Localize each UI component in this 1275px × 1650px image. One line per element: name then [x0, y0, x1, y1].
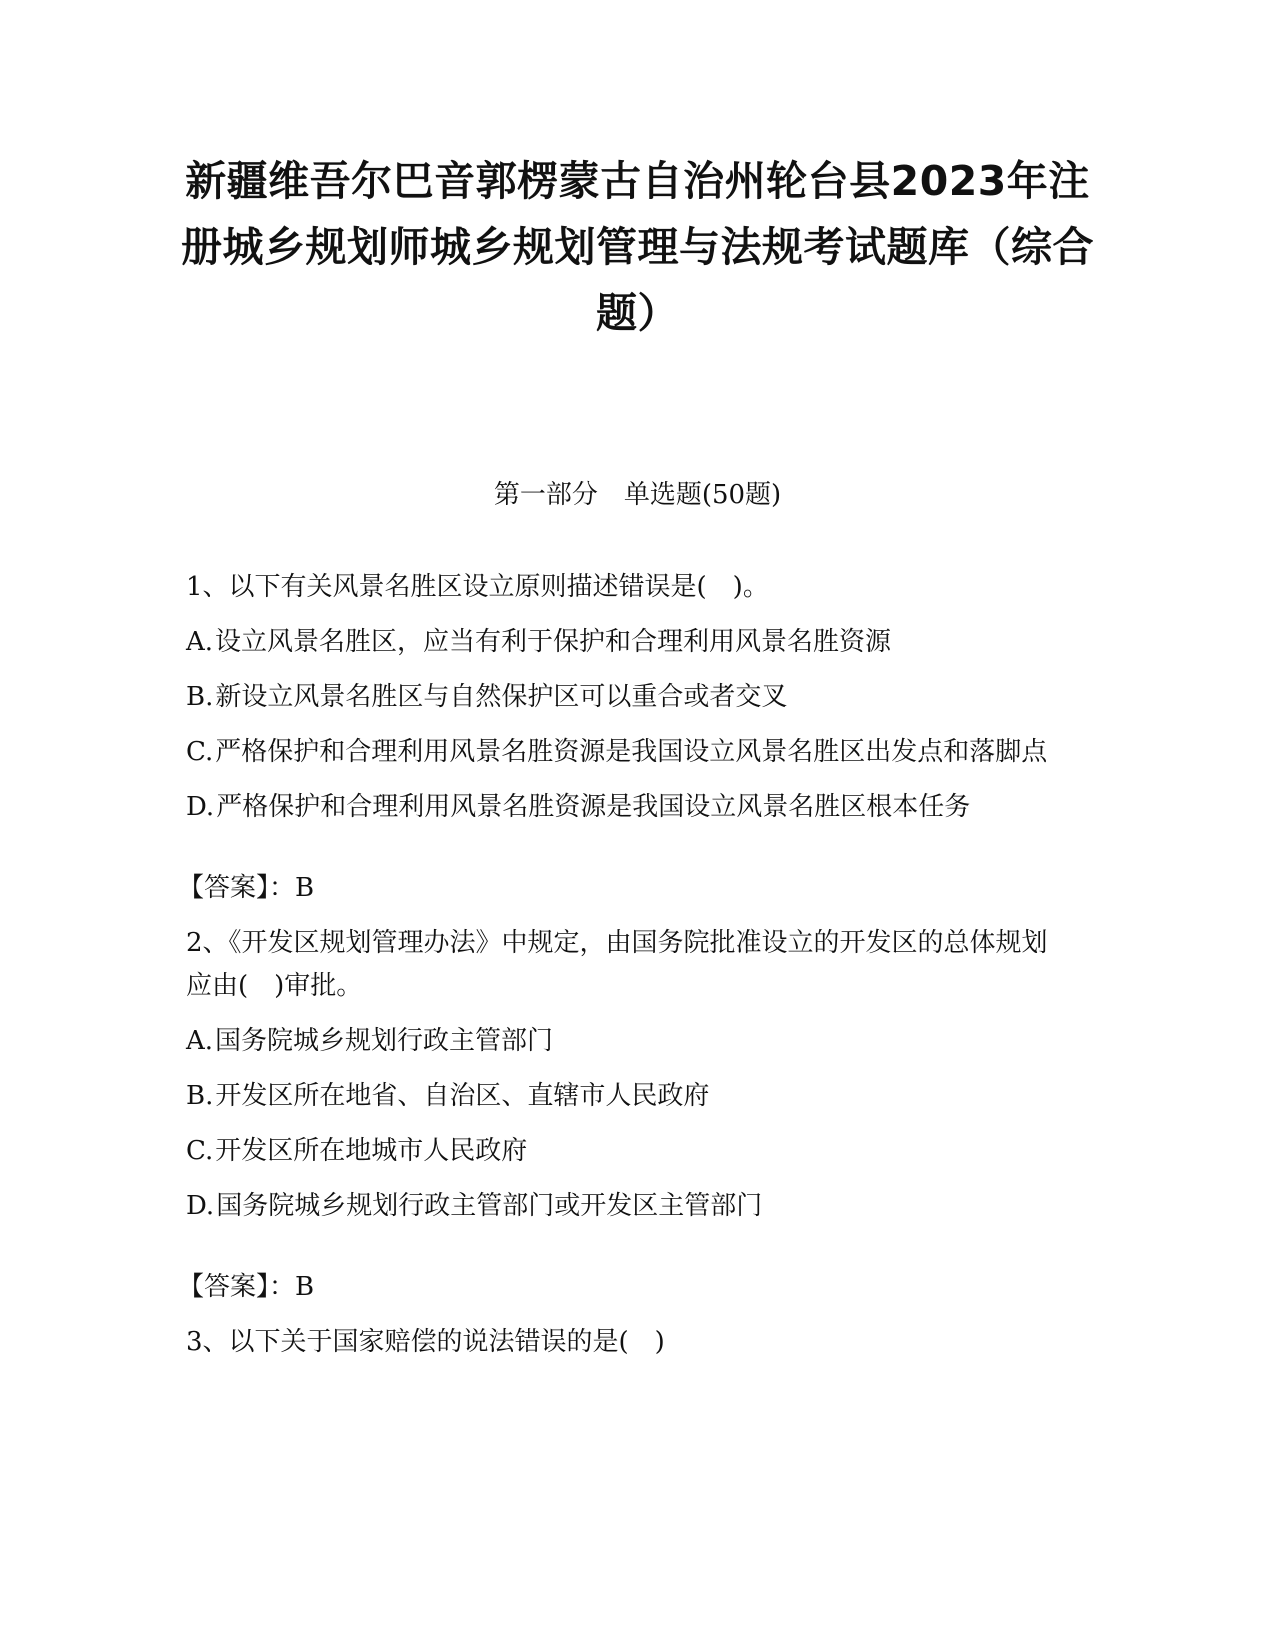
option-text: 严格保护和合理利用风景名胜资源是我国设立风景名胜区根本任务 — [216, 792, 971, 822]
question-list — [178, 566, 1066, 1376]
question-1 — [178, 566, 1066, 910]
document-title: 新疆维吾尔巴音郭楞蒙古自治州轮台县2023年注册城乡规划师城乡规划管理与法规考试题库（综合题） — [181, 157, 1094, 337]
option-key: A. — [186, 1026, 214, 1056]
option-d — [186, 1185, 1066, 1228]
option-text: 严格保护和合理利用风景名胜资源是我国设立风景名胜区出发点和落脚点 — [215, 737, 1048, 767]
option-text: 新设立风景名胜区与自然保护区可以重合或者交叉 — [215, 682, 788, 712]
option-text: 开发区所在地城市人民政府 — [215, 1136, 528, 1166]
option-key: B. — [186, 1081, 214, 1111]
option-key: C. — [186, 1136, 214, 1166]
option-a — [186, 621, 1066, 664]
option-key: D. — [186, 1191, 215, 1221]
question-stem: 2、《开发区规划管理办法》中规定，由国务院批准设立的开发区的总体规划应由( )审批。 — [186, 928, 1048, 1001]
answer-line: 【答案】：B — [178, 1272, 315, 1302]
option-c — [186, 1130, 1066, 1173]
option-text: 设立风景名胜区，应当有利于保护和合理利用风景名胜资源 — [215, 627, 892, 657]
option-text: 国务院城乡规划行政主管部门 — [215, 1026, 554, 1056]
option-key: B. — [186, 682, 214, 712]
option-b — [186, 676, 1066, 719]
option-a — [186, 1020, 1066, 1063]
section-title: 第一部分 单选题(50题) — [493, 480, 782, 510]
option-c — [186, 731, 1066, 774]
option-key: C. — [186, 737, 214, 767]
option-key: D. — [186, 792, 215, 822]
option-b — [186, 1075, 1066, 1118]
option-key: A. — [186, 627, 214, 657]
option-text: 开发区所在地省、自治区、直辖市人民政府 — [215, 1081, 710, 1111]
question-stem: 1、以下有关风景名胜区设立原则描述错误是( )。 — [186, 572, 769, 602]
option-d — [186, 786, 1066, 829]
answer-line: 【答案】：B — [178, 873, 315, 903]
question-2 — [178, 922, 1066, 1309]
question-stem: 3、以下关于国家赔偿的说法错误的是( ) — [186, 1327, 665, 1357]
question-3 — [186, 1321, 1066, 1364]
option-text: 国务院城乡规划行政主管部门或开发区主管部门 — [216, 1191, 763, 1221]
